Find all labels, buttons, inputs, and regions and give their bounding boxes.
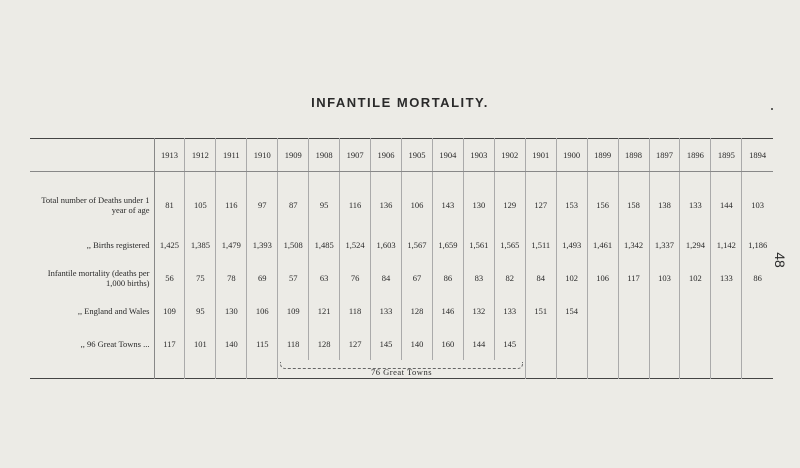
table-cell: [525, 327, 556, 360]
table-cell: [618, 327, 649, 360]
table-cell: 1,186: [748, 239, 768, 250]
table-cell: [247, 360, 278, 379]
table-cell: 140: [402, 327, 433, 360]
table-cell: 81: [154, 172, 185, 229]
year-header: 1902: [494, 139, 525, 172]
table-cell: 1,461: [587, 228, 618, 261]
table-cell: 1,524: [340, 228, 371, 261]
table-cell: 136: [371, 172, 402, 229]
table-cell: 1,567: [402, 228, 433, 261]
table-cell: 75: [185, 261, 216, 294]
table-cell: 1,294: [680, 228, 711, 261]
table-cell: 154: [556, 294, 587, 327]
table-cell: [556, 327, 587, 360]
table-cell: 1,493: [556, 228, 587, 261]
table-cell: 84: [371, 261, 402, 294]
table-cell: [649, 360, 680, 379]
year-header: 1906: [371, 139, 402, 172]
table-cell: 133: [711, 261, 742, 294]
ink-dot: [771, 108, 773, 110]
brace-line: [280, 362, 523, 369]
table-cell: 106: [587, 261, 618, 294]
table-cell: [649, 294, 680, 327]
table-cell: 143: [432, 172, 463, 229]
table-cell: 69: [247, 261, 278, 294]
table-cell: 56: [154, 261, 185, 294]
table-cell: [742, 360, 773, 379]
table-cell: 106: [402, 172, 433, 229]
page-title: INFANTILE MORTALITY.: [311, 95, 489, 110]
table-cell: 82: [494, 261, 525, 294]
table-cell: 1,565: [494, 228, 525, 261]
table-cell: 156: [587, 172, 618, 229]
table-cell: 86: [432, 261, 463, 294]
mortality-table: [30, 138, 773, 379]
table-cell: 1,393: [247, 228, 278, 261]
table-row: [30, 327, 773, 360]
table-cell: 132: [463, 294, 494, 327]
year-header: 1901: [525, 139, 556, 172]
table-cell: 129: [494, 172, 525, 229]
year-header: 1913: [154, 139, 185, 172]
table-cell: 145: [494, 327, 525, 360]
table-cell: 101: [185, 327, 216, 360]
table-cell: [680, 294, 711, 327]
table-cell: [154, 360, 185, 379]
table-cell: 127: [525, 172, 556, 229]
table-cell: 140: [216, 327, 247, 360]
header-label-cell: [30, 139, 154, 172]
table-cell: [618, 360, 649, 379]
table-cell: [711, 294, 742, 327]
table-cell: 1,342: [618, 228, 649, 261]
footnote-brace: [278, 360, 526, 379]
year-header: 1907: [340, 139, 371, 172]
footnote-row: [30, 360, 773, 379]
year-header: 1900: [556, 139, 587, 172]
table-row: [30, 228, 773, 261]
table-cell: 63: [309, 261, 340, 294]
table-cell: [618, 294, 649, 327]
table-cell: 102: [556, 261, 587, 294]
table-cell: 145: [371, 327, 402, 360]
table-cell: 1,485: [309, 228, 340, 261]
header-row: [30, 139, 773, 172]
table-cell: [680, 327, 711, 360]
table-cell: [587, 327, 618, 360]
table-cell: 109: [154, 294, 185, 327]
row-label: Total number of Deaths under 1 year of age: [30, 172, 154, 229]
table-cell: 160: [432, 327, 463, 360]
table-cell: 95: [309, 172, 340, 229]
table-cell: 109: [278, 294, 309, 327]
table-cell: 133: [494, 294, 525, 327]
table-cell: [587, 294, 618, 327]
table-cell: 121: [309, 294, 340, 327]
page-number: 48: [771, 252, 788, 268]
table-cell: 128: [402, 294, 433, 327]
table-cell: 144: [711, 172, 742, 229]
table-cell: 97: [247, 172, 278, 229]
table-cell: [185, 360, 216, 379]
table-cell: 1,425: [154, 228, 185, 261]
year-header: 1904: [432, 139, 463, 172]
table-cell: 57: [278, 261, 309, 294]
row-label: ,, England and Wales: [30, 294, 154, 327]
year-header: 1896: [680, 139, 711, 172]
table-cell: [680, 360, 711, 379]
table-cell: [216, 360, 247, 379]
table-cell: 133: [371, 294, 402, 327]
table-cell: 153: [556, 172, 587, 229]
year-header: 1895: [711, 139, 742, 172]
table-cell: [587, 360, 618, 379]
year-header: 1898: [618, 139, 649, 172]
year-header: 1897: [649, 139, 680, 172]
table-cell: 95: [185, 294, 216, 327]
table-cell: 116: [216, 172, 247, 229]
table-cell: 118: [278, 327, 309, 360]
year-header: 1905: [402, 139, 433, 172]
year-header: 1911: [216, 139, 247, 172]
row-label: ,, Births registered: [30, 228, 154, 261]
table-cell: 102: [680, 261, 711, 294]
year-header: 1909: [278, 139, 309, 172]
table-cell: [711, 360, 742, 379]
table-cell: 67: [402, 261, 433, 294]
table-cell: 84: [525, 261, 556, 294]
table-cell: 115: [247, 327, 278, 360]
table-cell: 127: [340, 327, 371, 360]
table-cell: 117: [618, 261, 649, 294]
year-header: 1903: [463, 139, 494, 172]
table-cell: 1,142: [711, 228, 742, 261]
footnote-text: 76 Great Towns: [370, 367, 433, 377]
table-cell: 117: [154, 327, 185, 360]
table-cell: 1,508: [278, 228, 309, 261]
table-cell: 138: [649, 172, 680, 229]
table-cell: [711, 327, 742, 360]
table-cell: 1,561: [463, 228, 494, 261]
table-cell: 133: [680, 172, 711, 229]
table-cell: 1,659: [432, 228, 463, 261]
year-header: 1912: [185, 139, 216, 172]
table-cell: 1,337: [649, 228, 680, 261]
table-cell: 83: [463, 261, 494, 294]
table-cell: [556, 360, 587, 379]
table-cell: 87: [278, 172, 309, 229]
table-cell: 130: [463, 172, 494, 229]
table-cell: 130: [216, 294, 247, 327]
table-cell: [742, 294, 773, 327]
row-label: ,, 96 Great Towns ...: [30, 327, 154, 360]
table-cell: 158: [618, 172, 649, 229]
table-cell: 103: [751, 200, 765, 210]
table-cell: 118: [340, 294, 371, 327]
table-cell: 86: [753, 272, 762, 283]
table-cell: 1,385: [185, 228, 216, 261]
table-cell: 106: [247, 294, 278, 327]
table-cell: [525, 360, 556, 379]
table-cell: 1,511: [525, 228, 556, 261]
year-header: 1899: [587, 139, 618, 172]
table-cell: 78: [216, 261, 247, 294]
table-cell: 76: [340, 261, 371, 294]
table-cell: 128: [309, 327, 340, 360]
table-cell: 144: [463, 327, 494, 360]
table-cell: [742, 327, 773, 360]
year-header: 1894: [742, 139, 773, 172]
year-header: 1908: [309, 139, 340, 172]
table-cell: 105: [185, 172, 216, 229]
table-cell: 103: [649, 261, 680, 294]
table-cell: 151: [525, 294, 556, 327]
table-cell: 1,479: [216, 228, 247, 261]
table-row: [30, 261, 773, 294]
table-cell: 146: [432, 294, 463, 327]
table-cell: 116: [340, 172, 371, 229]
footnote-label-cell: [30, 360, 154, 379]
year-header: 1910: [247, 139, 278, 172]
table-cell: [649, 327, 680, 360]
table-row: [30, 172, 773, 229]
table-cell: 1,603: [371, 228, 402, 261]
table-row: [30, 294, 773, 327]
row-label: Infantile mortality (deaths per 1,000 births): [30, 261, 154, 294]
